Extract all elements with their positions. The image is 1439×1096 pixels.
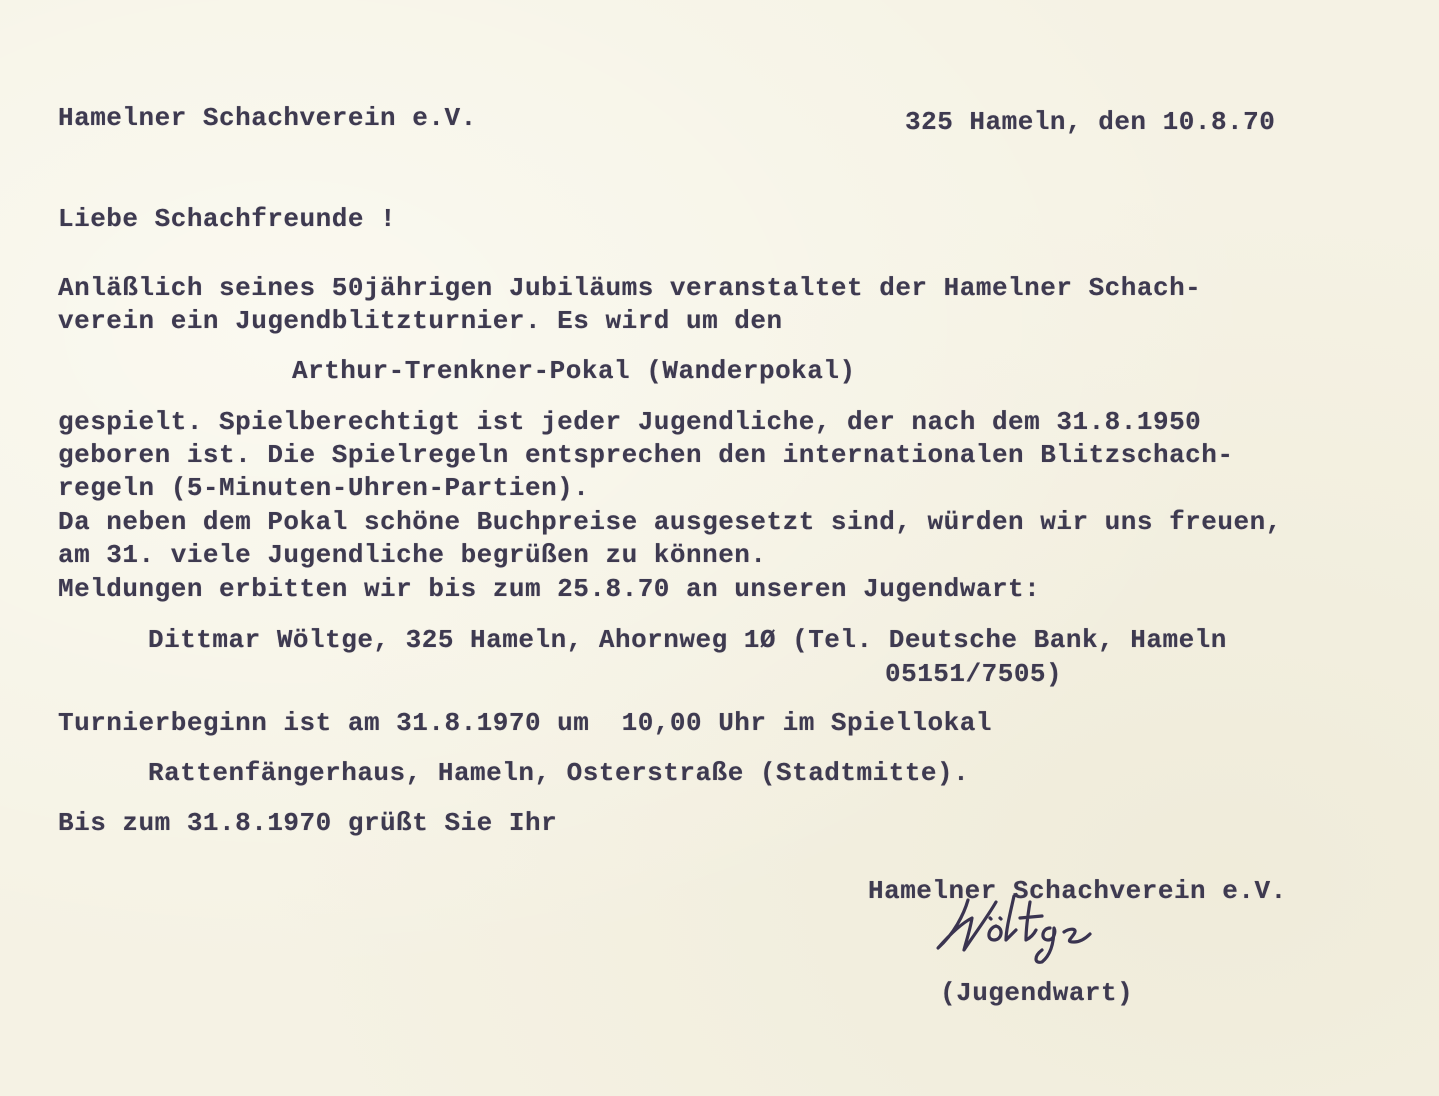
paragraph-2-line-2: geboren ist. Die Spielregeln entsprechen den internationalen Blitzschach-: [58, 440, 1234, 470]
contact-line-2: 05151/7505): [885, 659, 1063, 689]
sender-line: Hamelner Schachverein e.V.: [58, 103, 477, 133]
venue-line: Rattenfängerhaus, Hameln, Osterstraße (Stadtmitte).: [148, 758, 970, 788]
salutation: Liebe Schachfreunde !: [58, 204, 397, 234]
paragraph-1-line-1: Anläßlich seines 50jährigen Jubiläums veranstaltet der Hamelner Schach-: [58, 273, 1202, 303]
signature-role: (Jugendwart): [940, 978, 1134, 1008]
signature-organization: Hamelner Schachverein e.V.: [868, 876, 1287, 906]
paragraph-3-line-1: Da neben dem Pokal schöne Buchpreise ausgesetzt sind, würden wir uns freuen,: [58, 507, 1282, 537]
paragraph-3-line-3: Meldungen erbitten wir bis zum 25.8.70 an unseren Jugendwart:: [58, 574, 1041, 604]
place-date-line: 325 Hameln, den 10.8.70: [905, 107, 1276, 137]
paragraph-1-line-2: verein ein Jugendblitzturnier. Es wird um den: [58, 306, 783, 336]
trophy-name: Arthur-Trenkner-Pokal (Wanderpokal): [292, 356, 856, 386]
paragraph-2-line-3: regeln (5-Minuten-Uhren-Partien).: [58, 473, 590, 503]
start-line: Turnierbeginn ist am 31.8.1970 um 10,00 Uhr im Spiellokal: [58, 708, 992, 738]
paragraph-2-line-1: gespielt. Spielberechtigt ist jeder Jugendliche, der nach dem 31.8.1950: [58, 407, 1202, 437]
handwritten-signature: [930, 888, 1110, 968]
paragraph-3-line-2: am 31. viele Jugendliche begrüßen zu können.: [58, 540, 767, 570]
contact-line-1: Dittmar Wöltge, 325 Hameln, Ahornweg 1Ø (Tel. Deutsche Bank, Hameln: [148, 625, 1227, 655]
closing-line: Bis zum 31.8.1970 grüßt Sie Ihr: [58, 808, 558, 838]
